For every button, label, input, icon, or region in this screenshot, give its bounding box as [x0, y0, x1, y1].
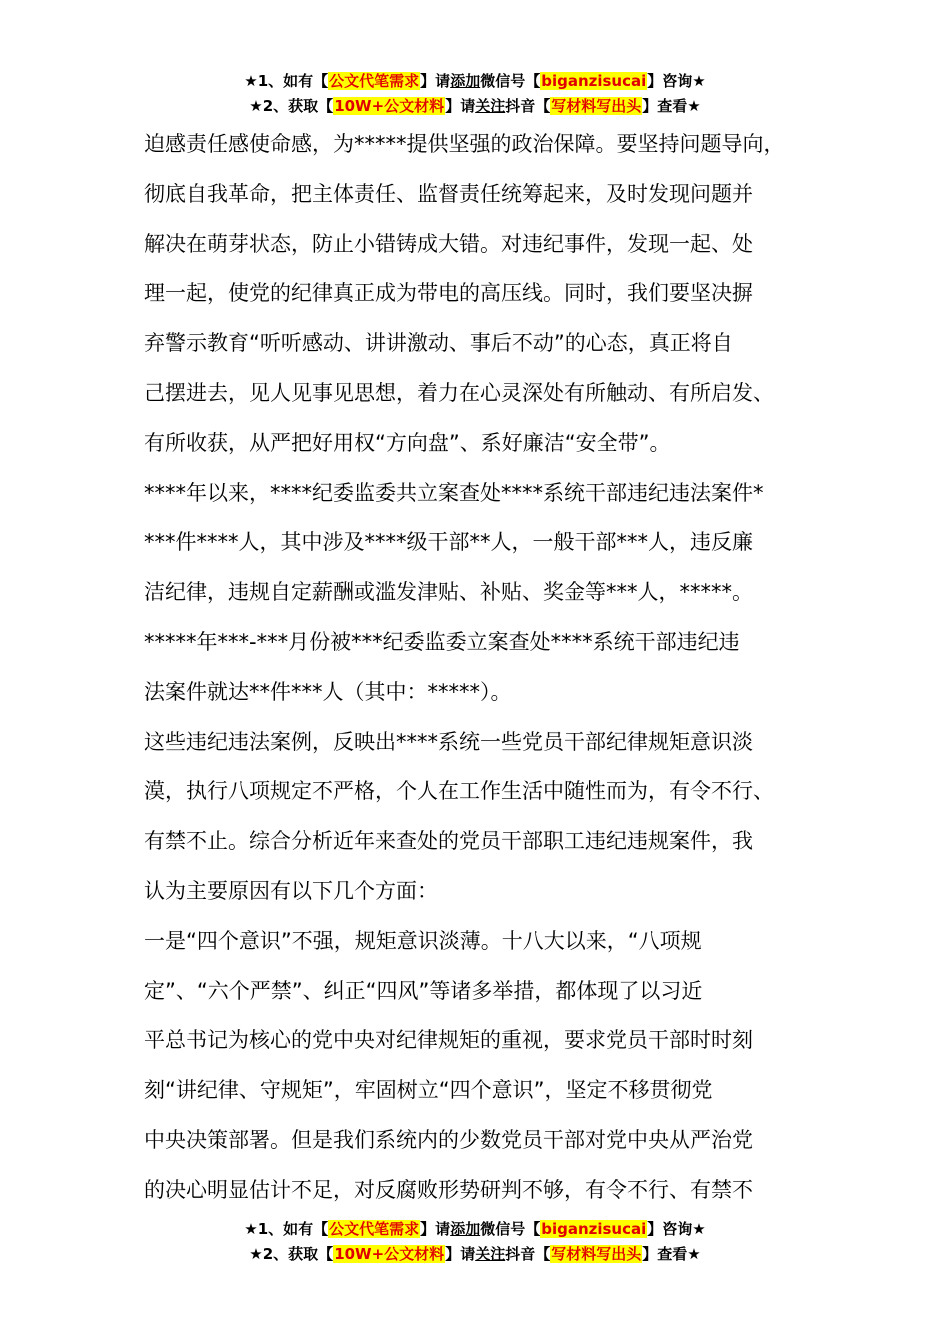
highlight-ghostwriting: 公文代笔需求: [329, 1220, 420, 1238]
body-line: 解决在萌芽状态，防止小错铸成大错。对违纪事件，发现一起、处: [144, 231, 753, 256]
body-line: 有禁不止。综合分析近年来查处的党员干部职工违纪违规案件，我: [144, 829, 753, 854]
body-line: ****年以来，****纪委监委共立案查处****系统干部违纪违法案件*: [144, 480, 764, 505]
banner-line-1: ★1、如有【公文代笔需求】请添加微信号【biganzisucai】咨询★: [244, 72, 706, 90]
body-line: 理一起，使党的纪律真正成为带电的高压线。同时，我们要坚决摒: [144, 281, 753, 306]
banner-line-2: ★2、获取【10W+公文材料】请关注抖音【写材料写出头】查看★: [249, 97, 701, 115]
highlight-wechat-id: biganzisucai: [541, 72, 647, 90]
body-line: 己摆进去，见人见事见思想，着力在心灵深处有所触动、有所启发、: [144, 380, 774, 405]
body-line: 刻“讲纪律、守规矩”，牢固树立“四个意识”，坚定不移贯彻党: [144, 1078, 713, 1103]
body-line: 定”、“六个严禁”、纠正“四风”等诸多举措，都体现了以习近: [144, 978, 703, 1003]
body-line: 这些违纪违法案例，反映出****系统一些党员干部纪律规矩意识淡: [144, 729, 753, 754]
document-body: [144, 126, 834, 1222]
body-line: 一是“四个意识”不强，规矩意识淡薄。十八大以来，“八项规: [144, 928, 702, 953]
banner-line-1: ★1、如有【公文代笔需求】请添加微信号【biganzisucai】咨询★: [244, 1220, 706, 1238]
body-line: 法案件就达**件***人（其中：*****）。: [144, 679, 512, 704]
top-banner: [0, 70, 950, 120]
body-line: 洁纪律，违规自定薪酬或滥发津贴、补贴、奖金等***人，*****。: [144, 580, 753, 605]
body-line: *****年***-***月份被***纪委监委立案查处****系统干部违纪违: [144, 629, 740, 654]
highlight-materials: 10W+公文材料: [334, 1245, 445, 1263]
body-line: 的决心明显估计不足，对反腐败形势研判不够，有令不行、有禁不: [144, 1177, 753, 1202]
body-line: 迫感责任感使命感，为*****提供坚强的政治保障。要坚持问题导向，: [144, 132, 785, 156]
body-line: 弃警示教育“听听感动、讲讲激动、事后不动”的心态，真正将自: [144, 331, 733, 356]
body-line: 彻底自我革命，把主体责任、监督责任统筹起来，及时发现问题并: [144, 181, 753, 206]
body-line: 平总书记为核心的党中央对纪律规矩的重视，要求党员干部时时刻: [144, 1028, 753, 1053]
highlight-douyin: 写材料写出头: [551, 1245, 642, 1263]
body-line: 中央决策部署。但是我们系统内的少数党员干部对党中央从严治党: [144, 1127, 753, 1152]
body-line: 认为主要原因有以下几个方面：: [144, 878, 438, 903]
body-line: 有所收获，从严把好用权“方向盘”、系好廉洁“安全带”。: [144, 430, 671, 455]
highlight-materials: 10W+公文材料: [334, 97, 445, 115]
body-line: ***件****人，其中涉及****级干部**人，一般干部***人，违反廉: [144, 530, 753, 555]
body-line: 漠，执行八项规定不严格，个人在工作生活中随性而为，有令不行、: [144, 779, 774, 804]
highlight-wechat-id: biganzisucai: [541, 1220, 647, 1238]
banner-line-2: ★2、获取【10W+公文材料】请关注抖音【写材料写出头】查看★: [249, 1245, 701, 1263]
highlight-douyin: 写材料写出头: [551, 97, 642, 115]
bottom-banner: [0, 1218, 950, 1268]
highlight-ghostwriting: 公文代笔需求: [329, 72, 420, 90]
